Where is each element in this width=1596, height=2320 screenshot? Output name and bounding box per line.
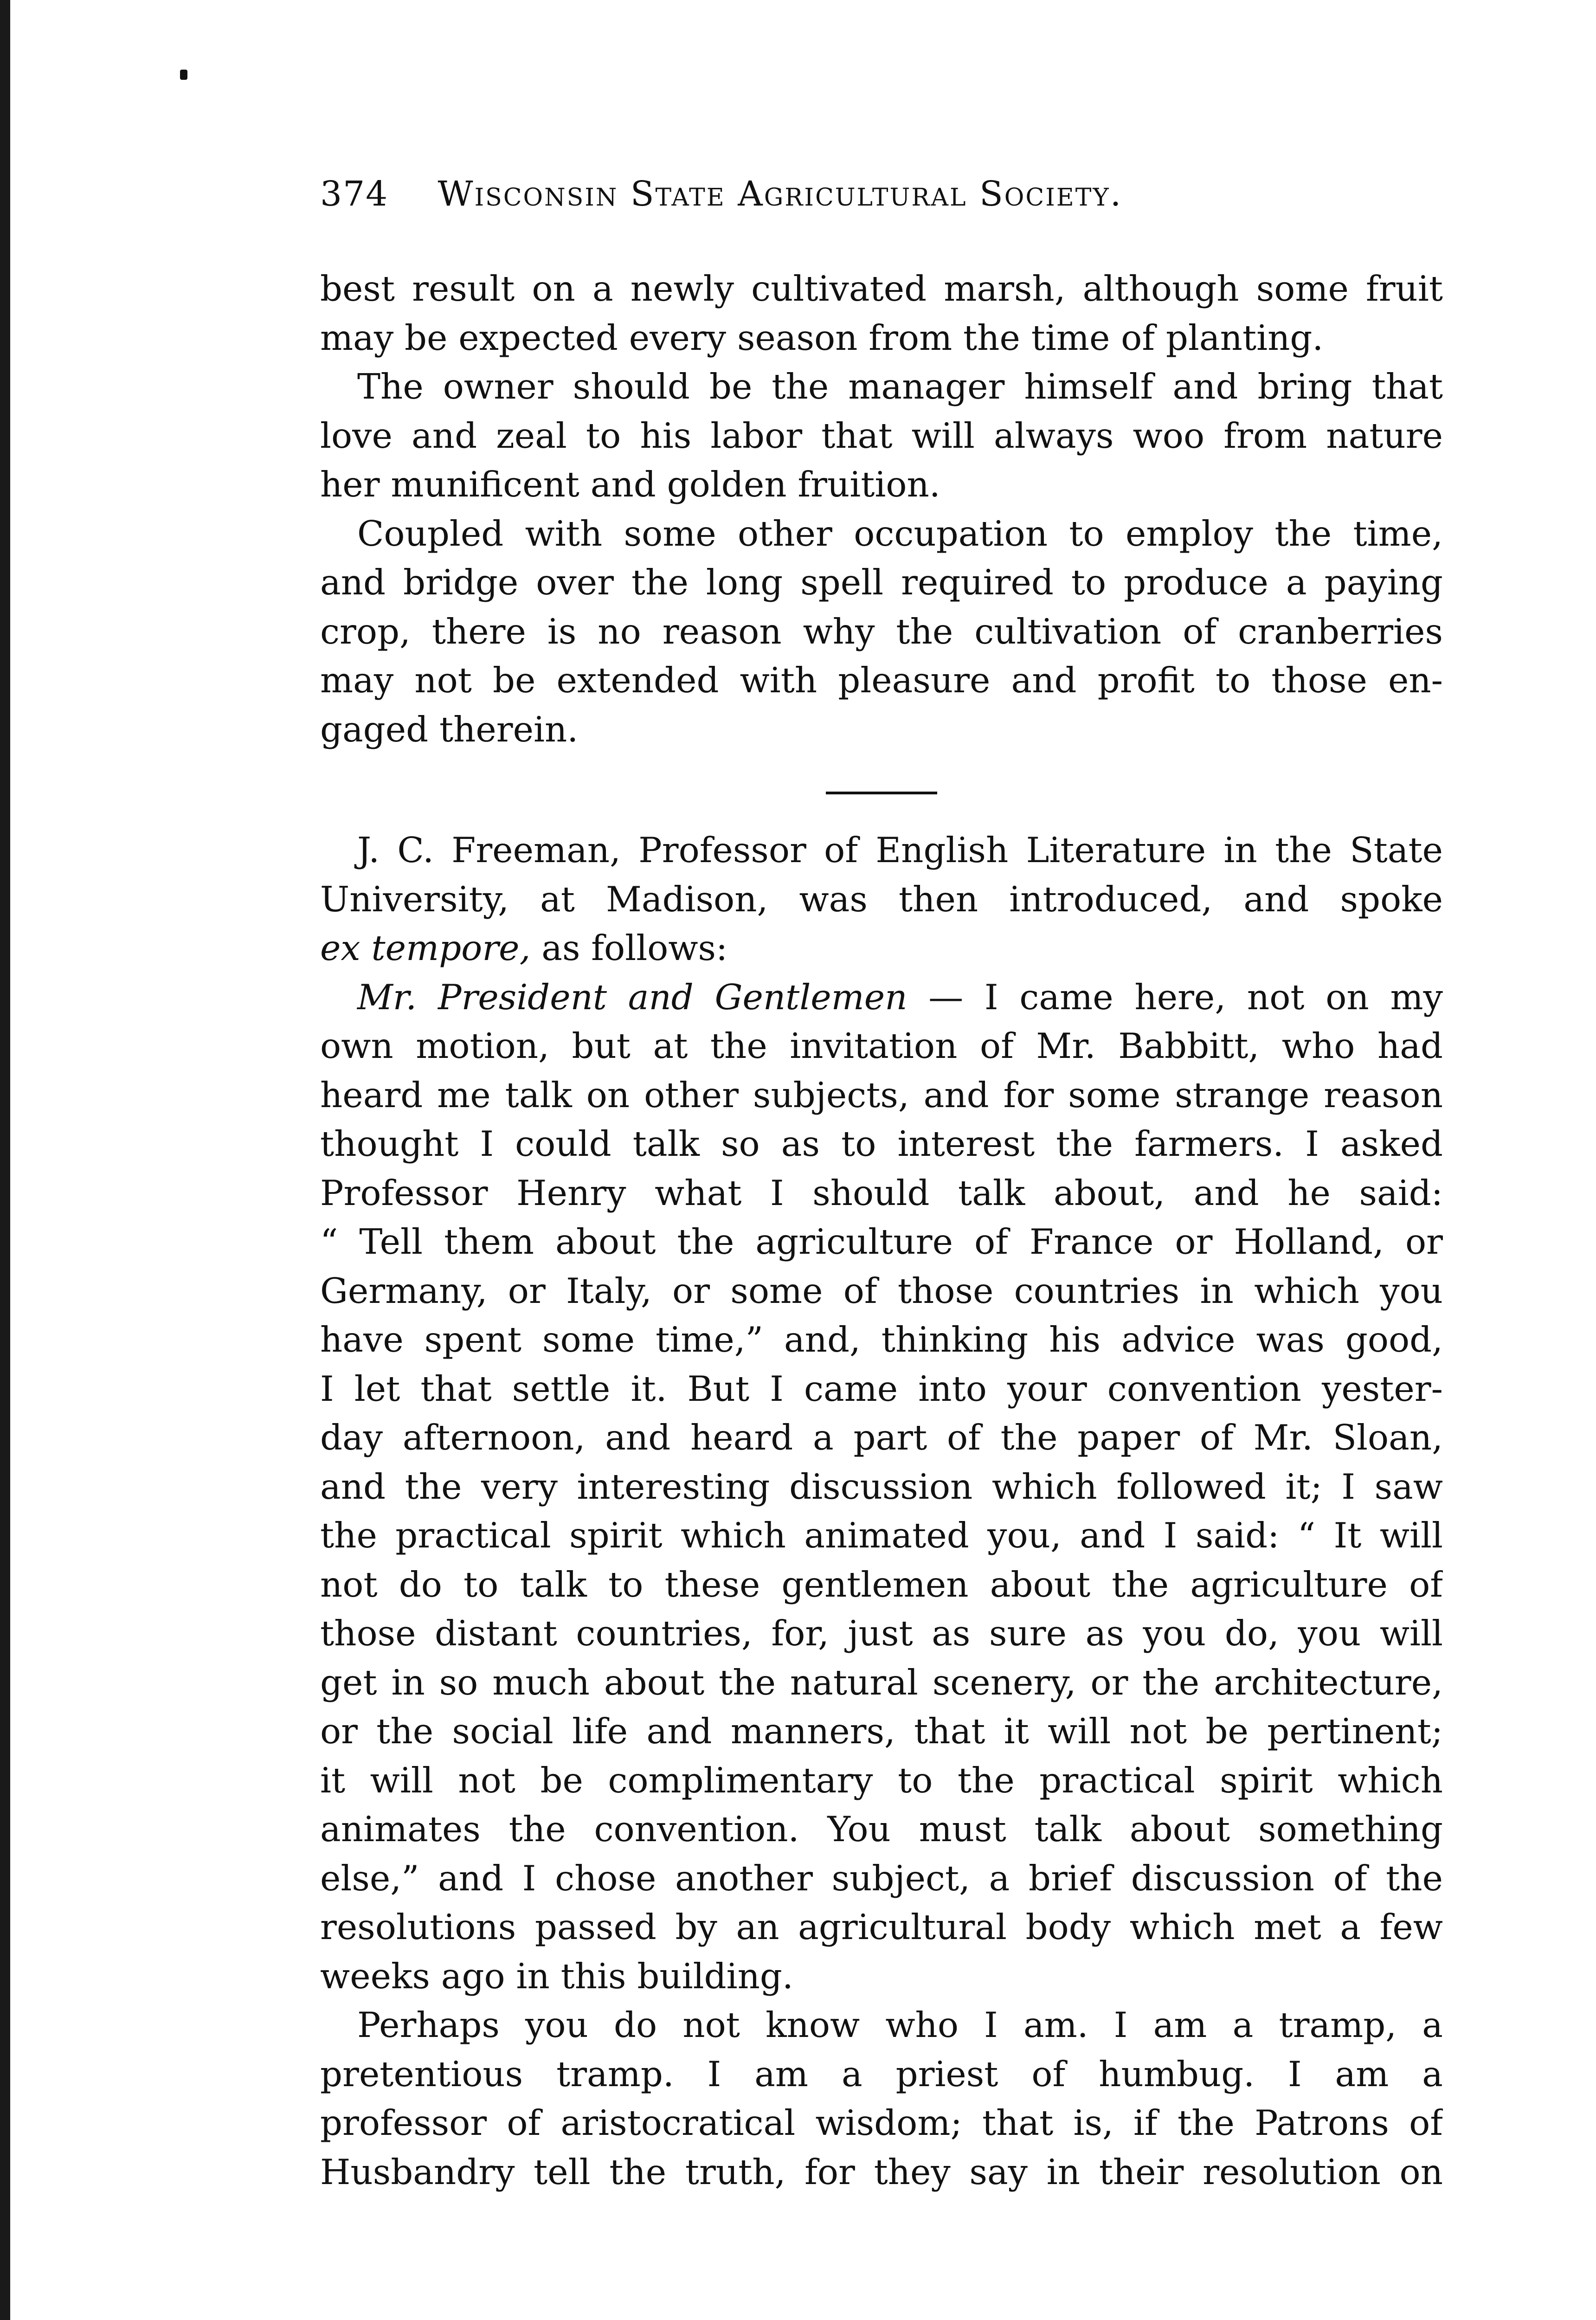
text-line: own motion, but at the invitation of Mr. Babbitt, who had <box>320 1025 1443 1066</box>
text-line: Germany, or Italy, or some of those countries in which you <box>320 1270 1443 1311</box>
text-line: crop, there is no reason why the cultivation of cranberries <box>320 611 1443 652</box>
text-line: “ Tell them about the agriculture of France or Holland, or <box>320 1221 1443 1262</box>
text-line: professor of aristocratical wisdom; that is, if the Patrons of <box>320 2102 1443 2143</box>
text-line: pretentious tramp. I am a priest of humbug. I am a <box>320 2053 1443 2094</box>
text-line: Husbandry tell the truth, for they say in their resolution on <box>320 2151 1443 2192</box>
text-line: get in so much about the natural scenery, or the architecture, <box>320 1662 1443 1703</box>
text-line: day afternoon, and heard a part of the paper of Mr. Sloan, <box>320 1417 1443 1458</box>
page-number: 374 <box>320 174 389 214</box>
freeman-address <box>320 826 1443 2197</box>
text-line: may be expected every season from the time of planting. <box>320 317 1324 358</box>
text-line <box>320 973 1443 1022</box>
text-line: J. C. Freeman, Professor of English Literature in the State <box>357 830 1443 870</box>
text-line: not do to talk to these gentlemen about the agriculture of <box>320 1564 1443 1605</box>
text-line: The owner should be the manager himself and bring that <box>357 366 1443 407</box>
intro-tail: as follows: <box>530 928 728 968</box>
text-line: the practical spirit which animated you, and I said: “ It will <box>320 1515 1443 1556</box>
text-line: animates the convention. You must talk about something <box>320 1809 1443 1850</box>
salutation-rest: — I came here, not on my <box>907 976 1443 1018</box>
text-line: I let that settle it. But I came into your convention yester- <box>320 1368 1443 1409</box>
text-line: best result on a newly cultivated marsh, although some fruit <box>320 268 1443 309</box>
cranberry-paper-ending <box>320 264 1443 754</box>
text-line: heard me talk on other subjects, and for some strange reason <box>320 1074 1443 1115</box>
ex-tempore-italic: ex tempore, <box>320 928 531 968</box>
text-line: Perhaps you do not know who I am. I am a tramp, a <box>357 2004 1443 2045</box>
text-line: else,” and I chose another subject, a brief discussion of the <box>320 1857 1443 1899</box>
text-line: Coupled with some other occupation to employ the time, <box>357 513 1443 554</box>
text-line: it will not be complimentary to the practical spirit which <box>320 1759 1443 1801</box>
text-line: weeks ago in this building. <box>320 1955 793 1997</box>
text-line <box>320 924 1443 973</box>
text-line: Professor Henry what I should talk about, and he said: <box>320 1172 1443 1213</box>
text-line: or the social life and manners, that it will not be pertinent; <box>320 1711 1443 1752</box>
text-line: those distant countries, for, just as sure as you do, you will <box>320 1613 1443 1654</box>
page-header <box>320 171 1443 217</box>
text-line: have spent some time,” and, thinking his advice was good, <box>320 1319 1443 1360</box>
text-line: resolutions passed by an agricultural body which met a few <box>320 1907 1443 1947</box>
ink-speck <box>180 70 187 80</box>
text-line: may not be extended with pleasure and profit to those en- <box>320 660 1443 701</box>
text-line: and bridge over the long spell required to produce a paying <box>320 562 1443 603</box>
text-line: University, at Madison, was then introduced, and spoke <box>320 878 1443 920</box>
text-line: thought I could talk so as to interest the farmers. I asked <box>320 1123 1443 1164</box>
section-divider <box>826 792 937 794</box>
text-line: love and zeal to his labor that will always woo from nature <box>320 415 1443 456</box>
text-line: and the very interesting discussion which followed it; I saw <box>320 1466 1443 1507</box>
text-line: gaged therein. <box>320 709 579 750</box>
scan-left-edge <box>0 0 10 2320</box>
salutation-italic: Mr. President and Gentlemen <box>357 976 907 1018</box>
text-line: her munificent and golden fruition. <box>320 464 940 505</box>
running-title: Wisconsin State Agricultural Society. <box>438 174 1123 214</box>
